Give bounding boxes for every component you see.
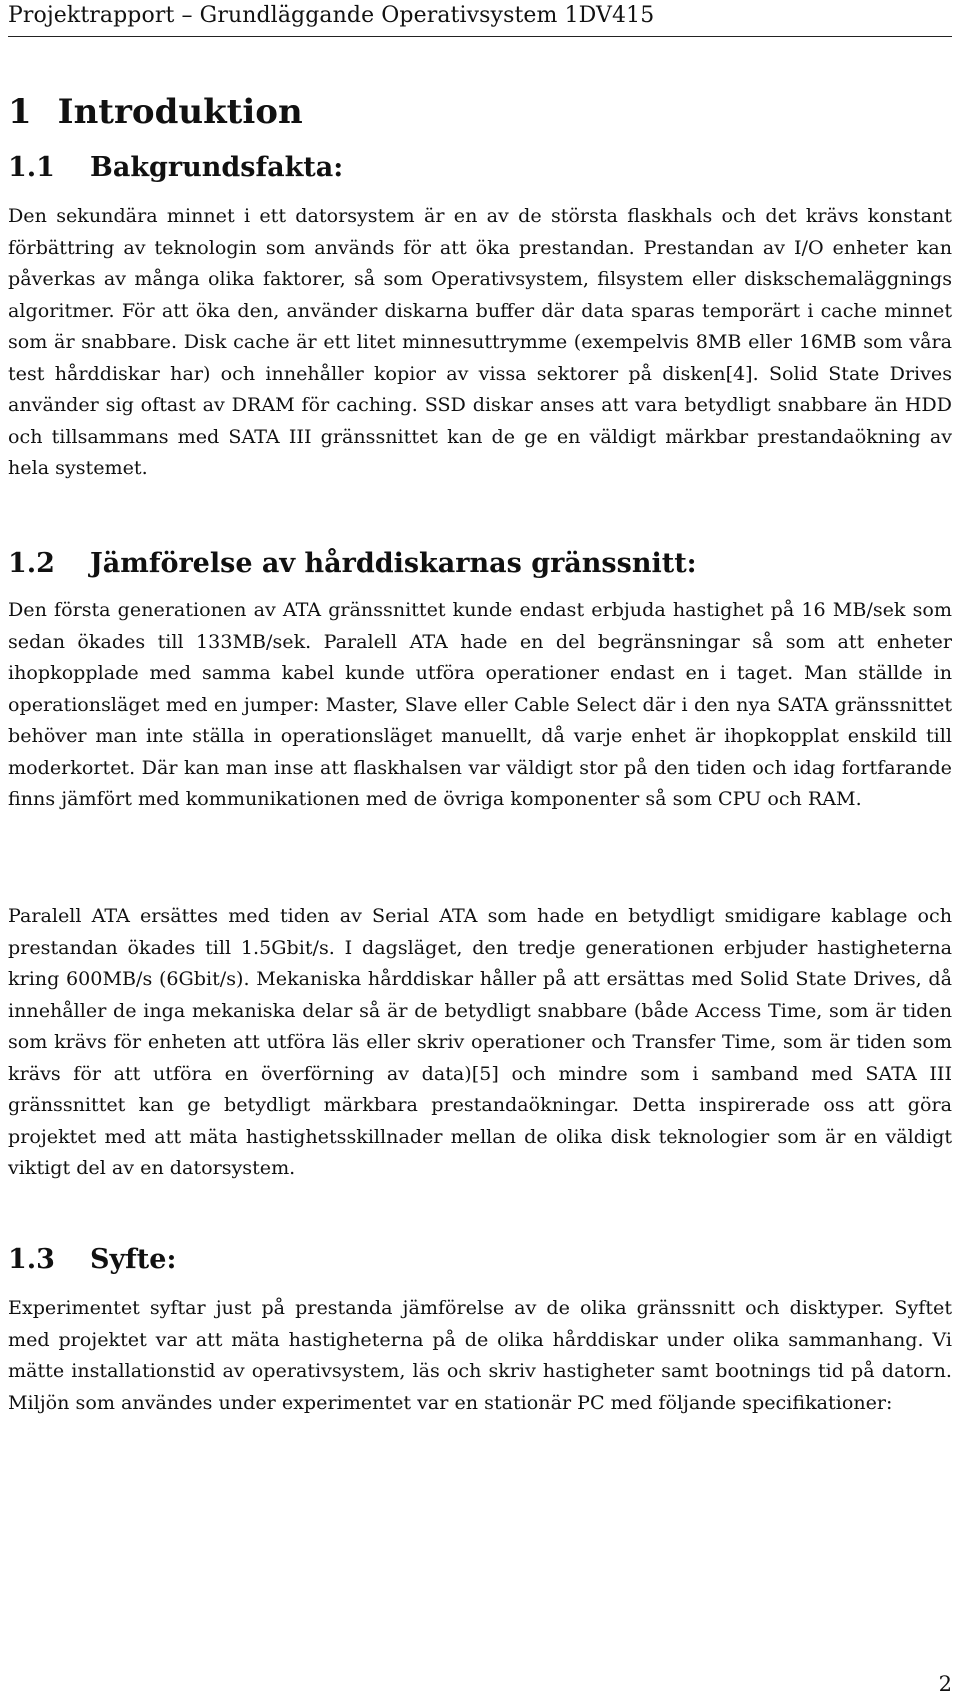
page-number: 2 [938, 1672, 952, 1696]
subsection-title: Bakgrundsfakta: [90, 152, 344, 183]
paragraph: Den sekundära minnet i ett datorsystem är en av de största flaskhals och det krävs konstant förbättring av teknologin som används för att öka prestandan. Prestandan av I/O enheter kan påverkas av många olika faktorer, så som Operativsystem, filsystem eller diskschemaläggnings algoritmer. För att öka den, använder diskarna buffer där data sparas temporärt i cache minnet som är snabbare. Disk cache är ett litet minnesuttrymme (exempelvis 8MB eller 16MB som våra test hårddiskar har) och innehåller kopior av vissa sektorer på disken[4]. Solid State Drives använder sig oftast av DRAM för caching. SSD diskar anses att vara betydligt snabbare än HDD och tillsammans med SATA III gränssnittet kan de ge en väldigt märkbar prestandaökning av hela systemet. [8, 204, 952, 479]
subsection-title: Syfte: [90, 1244, 177, 1275]
running-title: Projektrapport – Grundläggande Operativsystem 1DV415 [8, 3, 655, 28]
subsection-number: 1.1 [8, 152, 55, 183]
subsection-title: Jämförelse av hårddiskarnas gränssnitt: [90, 548, 697, 579]
running-header [8, 2, 952, 37]
paragraph: Paralell ATA ersättes med tiden av Serial ATA som hade en betydligt smidigare kablage och prestandan ökades till 1.5Gbit/s. I dagsläget, den tredje generationen erbjuder hastigheterna kring 600MB/s (6Gbit/s). Mekaniska hårddiskar håller på att ersättas med Solid State Drives, då innehåller de inga mekaniska delar så är de betydligt snabbare (både Access Time, som är tiden som krävs för enheten att utföra läs eller skriv operationer och Transfer Time, som är tiden som krävs för att utföra en överförning av data)[5] och mindre som i samband med SATA III gränssnittet kan ge betydligt märkbara prestandaökningar. Detta inspirerade oss att göra projektet med att mäta hastighetsskillnader mellan de olika disk teknologier som är en väldigt viktigt del av en datorsystem. [8, 904, 952, 1179]
subsection-number: 1.2 [8, 548, 55, 579]
document-page [8, 0, 952, 1707]
subsection-heading-jamforelse [8, 548, 697, 580]
subsection-number: 1.3 [8, 1244, 55, 1275]
subsection-heading-syfte [8, 1244, 176, 1276]
subsection-heading-bakgrundsfakta [8, 152, 343, 184]
section-title: Introduktion [57, 92, 303, 132]
paragraph: Den första generationen av ATA gränssnittet kunde endast erbjuda hastighet på 16 MB/sek som sedan ökades till 133MB/sek. Paralell ATA hade en del begränsningar så som att enheter ihopkopplade med samma kabel kunde utföra operationer endast en i taget. Man ställde in operationsläget med en jumper: Master, Slave eller Cable Select där i den nya SATA gränssnittet behöver man inte ställa in operationsläget manuellt, då varje enhet är ihopkopplat enskild till moderkortet. Där kan man inse att flaskhalsen var väldigt stor på den tiden och idag fortfarande finns jämfört med kommunikationen med de övriga komponenter så som CPU och RAM. [8, 598, 952, 810]
paragraph: Experimentet syftar just på prestanda jämförelse av de olika gränssnitt och disktyper. Syftet med projektet var att mäta hastigheterna på de olika hårddiskar under olika sammanhang. Vi mätte installationstid av operativsystem, läs och skriv hastigheter samt bootnings tid på datorn. Miljön som användes under experimentet var en stationär PC med följande specifikationer: [8, 1296, 952, 1414]
section-number: 1 [8, 92, 32, 132]
section-heading-introduktion [8, 92, 303, 132]
